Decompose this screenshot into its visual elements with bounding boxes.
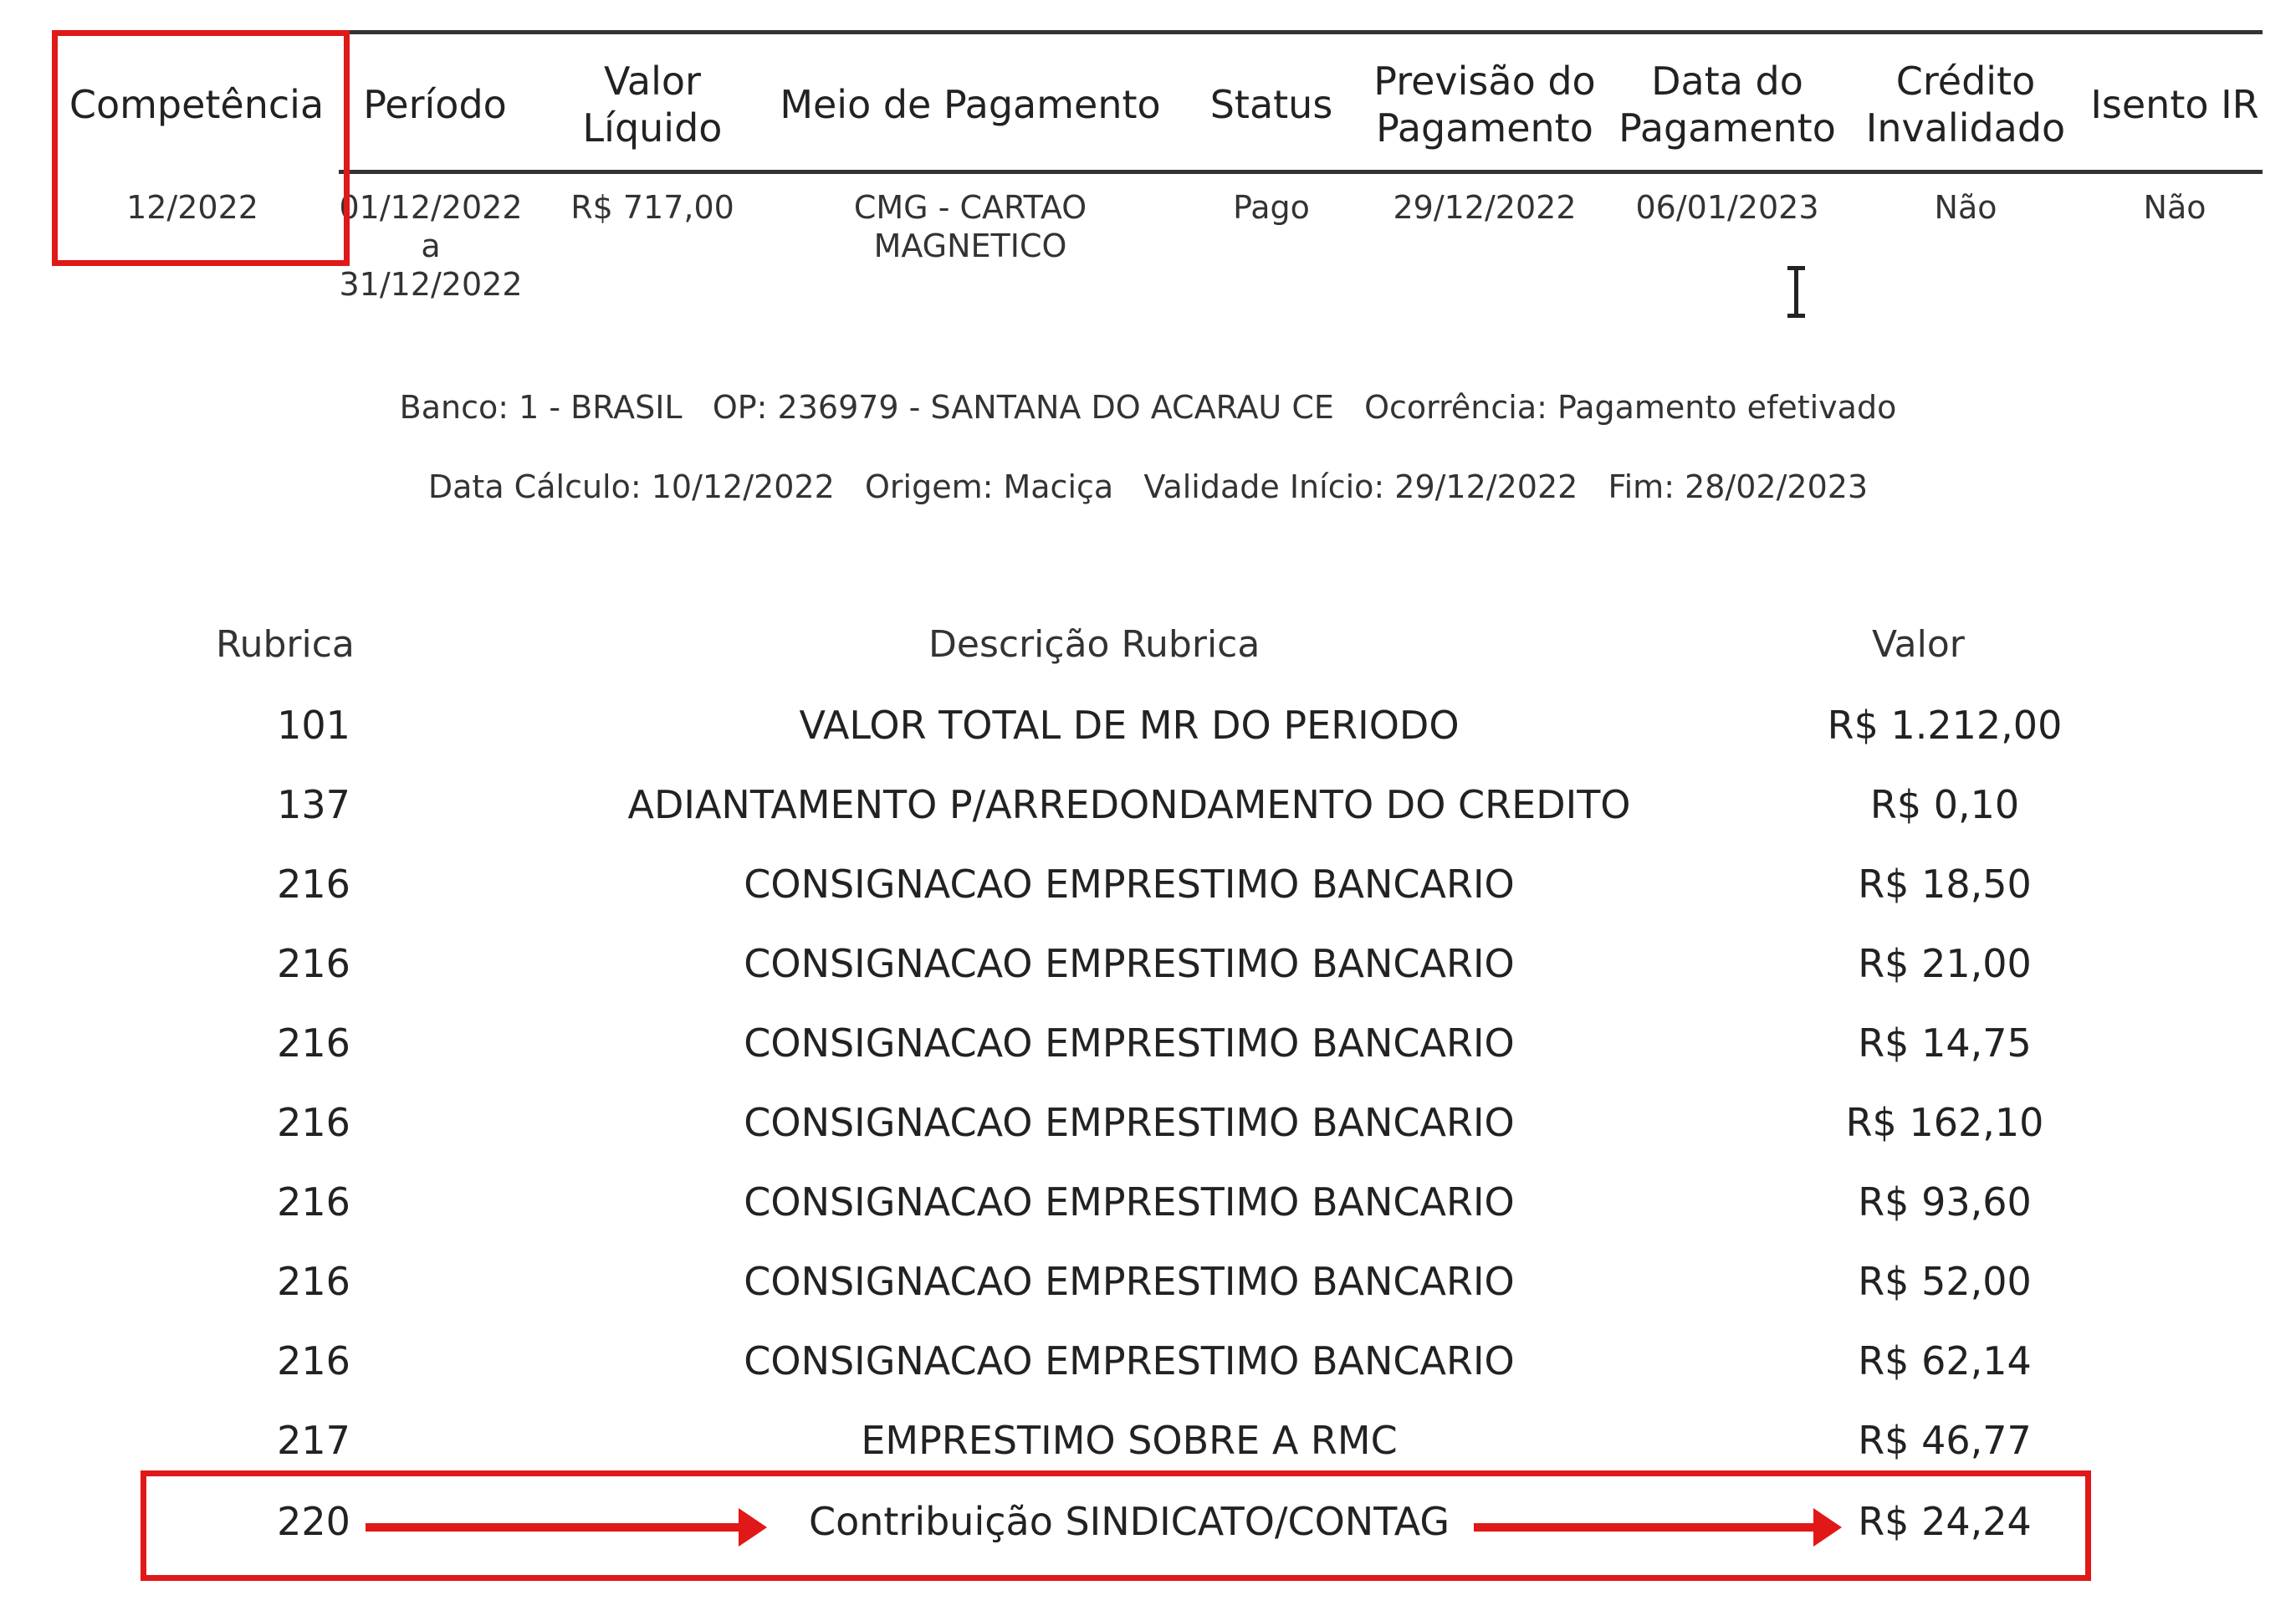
header-isento-ir: Isento IR (2090, 82, 2259, 127)
header-competencia: Competência (69, 82, 325, 127)
rubrica-header-value: Valor (1872, 623, 1965, 666)
header-status: Status (1209, 82, 1333, 127)
rubrica-desc: Contribuição SINDICATO/CONTAG (808, 1499, 1450, 1544)
rubrica-desc: ADIANTAMENTO P/ARREDONDAMENTO DO CREDITO (627, 782, 1631, 827)
rubrica-value: R$ 62,14 (1858, 1338, 2032, 1383)
rubrica-row (0, 941, 2296, 1020)
rubrica-value: R$ 14,75 (1858, 1020, 2032, 1066)
cell-isento-ir: Não (2143, 189, 2207, 226)
header-credito-invalidado (1853, 50, 2079, 159)
arrow-right-icon (366, 1523, 742, 1532)
rubrica-row (0, 1338, 2296, 1418)
header-meio-pagamento: Meio de Pagamento (780, 82, 1161, 127)
rubrica-row (0, 1100, 2296, 1179)
header-data-text: Data do Pagamento (1618, 59, 1836, 151)
rubrica-row (0, 782, 2296, 862)
periodo-fim: 31/12/2022 (339, 266, 523, 303)
rubrica-code: 216 (277, 1338, 350, 1383)
header-valor-liquido (556, 50, 749, 159)
cell-meio-pagamento: CMG - CARTAO MAGNETICO (853, 189, 1087, 264)
cell-data-pagamento: 06/01/2023 (1635, 189, 1819, 226)
header-credito-text: Crédito Invalidado (1865, 59, 2066, 151)
header-valor-liquido-text: Valor Líquido (582, 59, 723, 151)
rubrica-desc: EMPRESTIMO SOBRE A RMC (861, 1418, 1398, 1463)
rubrica-code: 216 (277, 941, 350, 986)
rubrica-row (0, 1020, 2296, 1100)
rubrica-row (0, 1259, 2296, 1338)
highlight-box-competencia (52, 30, 350, 266)
rubrica-code: 216 (277, 1100, 350, 1145)
rubrica-value: R$ 0,10 (1869, 782, 2020, 827)
rubrica-desc: CONSIGNACAO EMPRESTIMO BANCARIO (744, 1100, 1515, 1145)
rubrica-code: 216 (277, 1259, 350, 1304)
header-data-pagamento (1610, 50, 1844, 159)
rubrica-desc: CONSIGNACAO EMPRESTIMO BANCARIO (744, 941, 1515, 986)
cell-periodo (335, 188, 527, 304)
info-line-calculo: Data Cálculo: 10/12/2022 Origem: Maciça Validade Início: 29/12/2022 Fim: 28/02/2023 (427, 468, 1869, 505)
rubrica-row (0, 1179, 2296, 1259)
rubrica-value: R$ 162,10 (1845, 1100, 2044, 1145)
rubrica-value: R$ 24,24 (1858, 1499, 2032, 1544)
rubrica-row (0, 703, 2296, 782)
header-previsao-text: Previsão do Pagamento (1373, 59, 1596, 151)
rubrica-code: 101 (277, 703, 350, 748)
rubrica-code: 216 (277, 1179, 350, 1225)
rubrica-header-desc: Descrição Rubrica (928, 623, 1260, 666)
rubrica-value: R$ 52,00 (1858, 1259, 2032, 1304)
arrow-right-icon (1474, 1523, 1817, 1532)
rubrica-value: R$ 93,60 (1858, 1179, 2032, 1225)
text-cursor-icon (1794, 266, 1798, 318)
rubrica-value: R$ 18,50 (1858, 862, 2032, 907)
rubrica-value: R$ 21,00 (1858, 941, 2032, 986)
periodo-inicio: 01/12/2022 (339, 189, 523, 226)
rubrica-value: R$ 46,77 (1858, 1418, 2032, 1463)
rubrica-row (0, 862, 2296, 941)
cell-credito-invalidado: Não (1934, 189, 1997, 226)
rubrica-code: 220 (277, 1499, 350, 1544)
table-header-rule (339, 170, 2263, 174)
rubrica-desc: CONSIGNACAO EMPRESTIMO BANCARIO (744, 1179, 1515, 1225)
rubrica-code: 217 (277, 1418, 350, 1463)
cell-valor-liquido: R$ 717,00 (570, 189, 734, 226)
header-previsao-pagamento (1363, 50, 1606, 159)
periodo-sep: a (421, 228, 441, 264)
cell-status: Pago (1233, 189, 1310, 226)
rubrica-code: 137 (277, 782, 350, 827)
cell-previsao-pagamento: 29/12/2022 (1393, 189, 1577, 226)
rubrica-code: 216 (277, 1020, 350, 1066)
table-top-rule (339, 30, 2263, 34)
rubrica-code: 216 (277, 862, 350, 907)
rubrica-desc: CONSIGNACAO EMPRESTIMO BANCARIO (744, 1338, 1515, 1383)
info-line-banco: Banco: 1 - BRASIL OP: 236979 - SANTANA DO ACARAU CE Ocorrência: Pagamento efetivado (399, 389, 1897, 426)
rubrica-header-code: Rubrica (216, 623, 355, 666)
rubrica-desc: CONSIGNACAO EMPRESTIMO BANCARIO (744, 1020, 1515, 1066)
header-periodo: Período (363, 82, 507, 127)
rubrica-desc: VALOR TOTAL DE MR DO PERIODO (799, 703, 1460, 748)
rubrica-value: R$ 1.212,00 (1827, 703, 2063, 748)
cell-competencia: 12/2022 (126, 189, 258, 226)
rubrica-desc: CONSIGNACAO EMPRESTIMO BANCARIO (744, 1259, 1515, 1304)
rubrica-desc: CONSIGNACAO EMPRESTIMO BANCARIO (744, 862, 1515, 907)
